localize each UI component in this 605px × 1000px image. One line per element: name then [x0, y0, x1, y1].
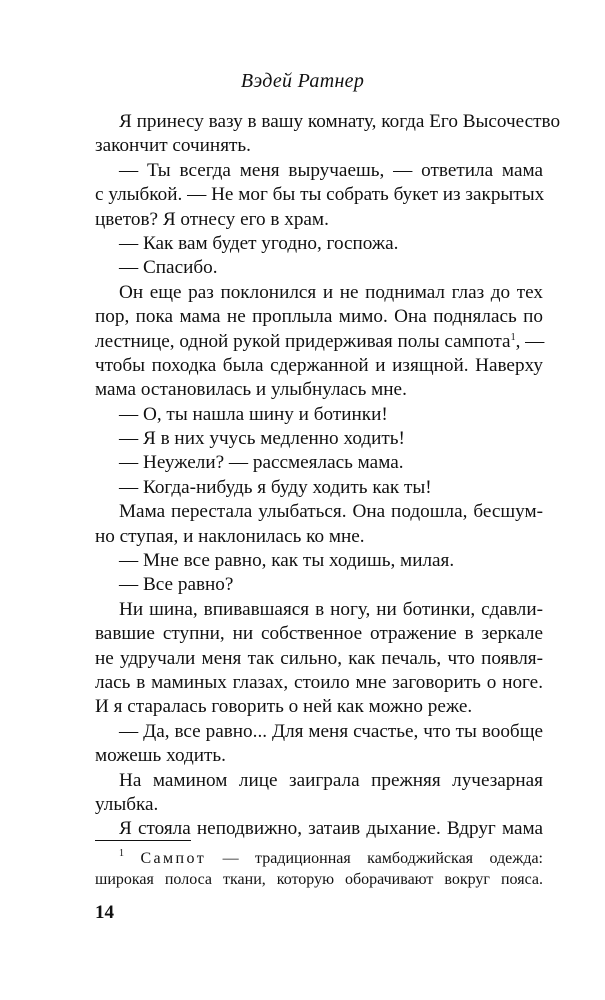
text-line-trailing: , —	[515, 330, 545, 352]
text-line: закончит сочинять.	[95, 135, 251, 157]
text-line: лась в маминых глазах, стоило мне заговорить о ноге.	[95, 671, 543, 693]
footnote-divider	[95, 840, 191, 841]
text-line: И я старалась говорить о ней как можно реже.	[95, 696, 473, 718]
text-line: Я принесу вазу в вашу комнату, когда Его Высочество	[119, 111, 561, 132]
text-line: с улыбкой. — Не мог бы ты собрать букет из закрытых	[95, 184, 545, 206]
text-line: можешь ходить.	[95, 745, 226, 767]
body-text	[95, 110, 561, 842]
footnote-definition: — традиционная камбоджийская одежда:	[222, 850, 543, 867]
footnote-line	[95, 848, 543, 869]
text-line: — Неужели? — рассмеялась мама.	[119, 452, 404, 474]
footnote-term: Сампот	[140, 850, 207, 867]
text-line: — Да, все равно... Для меня счастье, что ты вообще	[119, 720, 543, 742]
text-line: — Я в них учусь медленно ходить!	[119, 428, 405, 450]
text-line: не удручали меня так сильно, как печаль, что появля-	[95, 647, 543, 669]
running-head-author: Вэдей Ратнер	[240, 70, 365, 92]
text-line-content: лестнице, одной рукой придерживая полы сампота	[95, 330, 511, 352]
text-line: — О, ты нашла шину и ботинки!	[119, 403, 388, 425]
text-line: мама остановилась и улыбнулась мне.	[95, 379, 407, 401]
footnote-marker: 1	[119, 848, 124, 859]
text-line-with-footnote	[95, 330, 543, 354]
text-line: — Когда-нибудь я буду ходить как ты!	[119, 476, 432, 498]
text-line: — Спасибо.	[119, 257, 218, 279]
footnote-reference[interactable]: 1	[510, 331, 516, 343]
text-line: — Как вам будет угодно, госпожа.	[119, 232, 399, 254]
text-line: — Все равно?	[119, 574, 234, 596]
text-line: цветов? Я отнесу его в храм.	[95, 208, 329, 230]
text-line: чтобы походка была сдержанной и изящной. Наверху	[95, 354, 543, 376]
text-line: Я стояла неподвижно, затаив дыхание. Вдруг мама	[119, 818, 543, 840]
footnote-line: широкая полоса ткани, которую оборачивают вокруг пояса.	[95, 871, 543, 888]
text-line: Ни шина, впивавшаяся в ногу, ни ботинки, сдавли-	[119, 598, 543, 620]
text-line: вавшие ступни, ни собственное отражение в зеркале	[95, 623, 543, 645]
text-line: улыбка.	[95, 793, 159, 815]
text-line: — Ты всегда меня выручаешь, — ответила мама	[119, 159, 543, 181]
page-number: 14	[95, 902, 114, 923]
text-line: Мама перестала улыбаться. Она подошла, бесшум-	[119, 501, 543, 523]
text-line: пор, пока мама не проплыла мимо. Она поднялась по	[95, 306, 543, 328]
text-line: — Мне все равно, как ты ходишь, милая.	[119, 550, 455, 572]
text-line: но ступая, и наклонилась ко мне.	[95, 525, 365, 547]
text-line: На мамином лице заиграла прежняя лучезарная	[119, 769, 543, 791]
text-line: Он еще раз поклонился и не поднимал глаз до тех	[119, 281, 543, 303]
footnote	[95, 848, 543, 890]
